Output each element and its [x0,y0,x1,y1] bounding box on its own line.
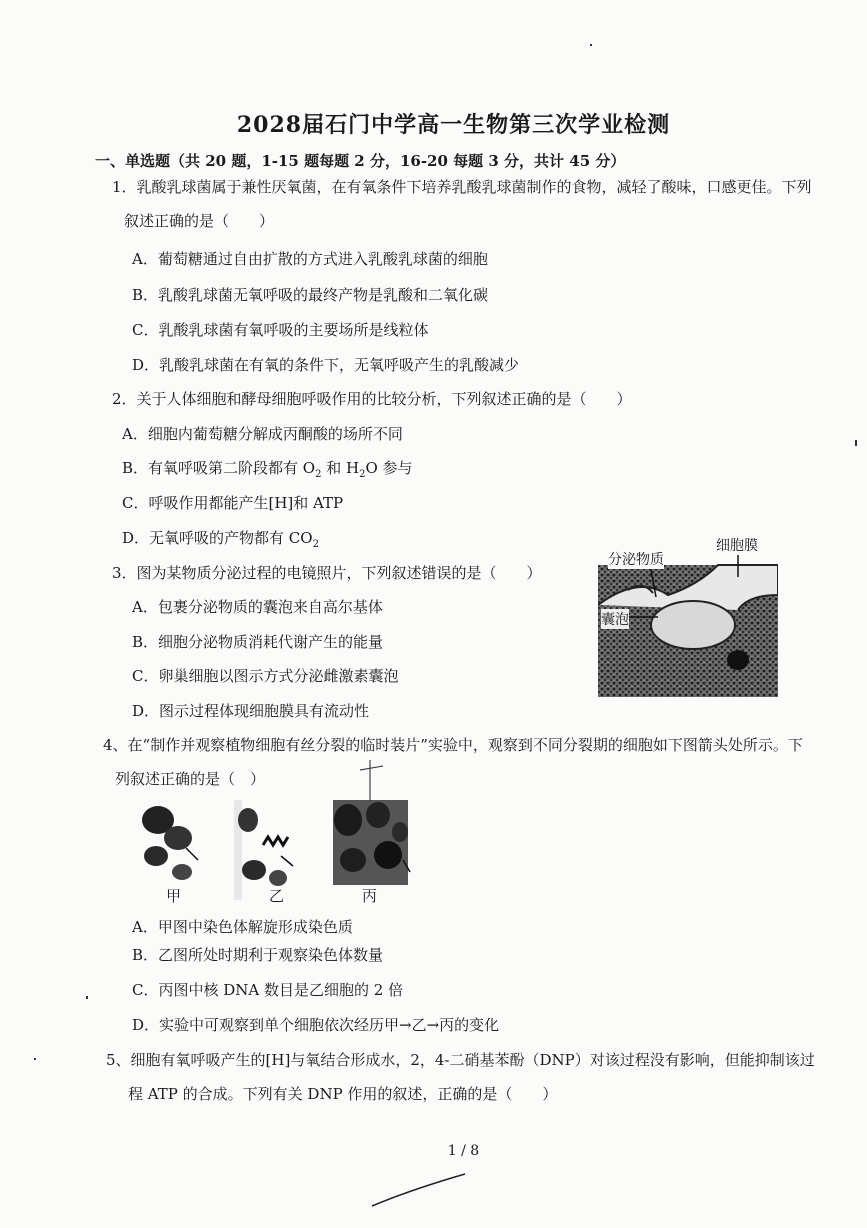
panel-yi [234,800,293,900]
label-vesicle: 囊泡 [601,609,629,629]
section-heading: 一、单选题（共 20 题，1-15 题每题 2 分，16-20 每题 3 分，共计 45 分） [95,152,626,170]
label-bing: 丙 [362,887,378,905]
question-1-option-d: D．乳酸乳球菌在有氧的条件下，无氧呼吸产生的乳酸减少 [132,356,520,374]
question-1 [112,170,832,238]
label-jia: 甲 [166,887,182,905]
question-2-option-a: A．细胞内葡萄糖分解成丙酮酸的场所不同 [122,425,403,443]
question-4-option-a: A．甲图中染色体解旋形成染色质 [132,918,353,936]
question-5-stem-line2: 程 ATP 的合成。下列有关 DNP 作用的叙述，正确的是（ ） [128,1085,558,1103]
question-3-stem: 3．图为某物质分泌过程的电镜照片，下列叙述错误的是（ ） [112,564,542,582]
pen-stroke [370,1170,470,1210]
label-secretion: 分泌物质 [608,549,664,569]
question-2-option-c: C．呼吸作用都能产生[H]和 ATP [122,494,344,512]
question-2-option-b: B．有氧呼吸第二阶段都有 $O_2$ 和 $H_2O$ 参与 [122,459,413,480]
question-4-stem-line2: 列叙述正确的是（ ） [115,770,266,788]
question-3-option-d: D．图示过程体现细胞膜具有流动性 [132,702,370,720]
question-4-stem-line1: 4、在“制作并观察植物细胞有丝分裂的临时装片”实验中，观察到不同分裂期的细胞如下图箭头处所示。下 [103,736,803,754]
question-2-option-d: D．无氧呼吸的产物都有 $CO_2$ [122,529,319,550]
question-5-stem-line1: 5、细胞有氧呼吸产生的[H]与氧结合形成水，2，4-二硝基苯酚（DNP）对该过程没有影响，但能抑制该过 [106,1051,815,1069]
panel-bing [333,760,410,885]
question-1-option-a: A．葡萄糖通过自由扩散的方式进入乳酸乳球菌的细胞 [132,250,488,268]
label-yi: 乙 [269,887,285,905]
scan-speck [86,996,88,999]
question-3-option-a: A．包裹分泌物质的囊泡来自高尔基体 [132,598,383,616]
question-1-option-c: C．乳酸乳球菌有氧呼吸的主要场所是线粒体 [132,321,429,339]
page-title: 2028届石门中学高一生物第三次学业检测 [236,112,671,138]
label-membrane: 细胞膜 [716,535,758,555]
question-4-option-c: C．丙图中核 DNA 数目是乙细胞的 2 倍 [132,981,404,999]
question-4-option-d: D．实验中可观察到单个细胞依次经历甲→乙→丙的变化 [132,1016,500,1034]
question-5 [106,1043,836,1111]
mitosis-figure [138,760,413,908]
question-4-option-b: B．乙图所处时期利于观察染色体数量 [132,946,384,964]
micrograph-figure [598,535,778,697]
panel-jia [142,806,198,880]
scan-speck [34,1058,36,1060]
question-1-stem-line2: 叙述正确的是（ ） [124,212,275,230]
question-3-option-b: B．细胞分泌物质消耗代谢产生的能量 [132,633,384,651]
scan-speck [590,44,592,46]
question-3-option-c: C．卵巢细胞以图示方式分泌雌激素囊泡 [132,667,399,685]
question-2-stem: 2．关于人体细胞和酵母细胞呼吸作用的比较分析，下列叙述正确的是（ ） [112,390,632,408]
question-1-stem-line1: 1．乳酸乳球菌属于兼性厌氧菌，在有氧条件下培养乳酸乳球菌制作的食物，减轻了酸味，口感更佳。下列 [112,178,812,196]
page-number: 1 / 8 [447,1143,480,1159]
question-1-option-b: B．乳酸乳球菌无氧呼吸的最终产物是乳酸和二氧化碳 [132,286,489,304]
scan-speck [855,440,857,446]
